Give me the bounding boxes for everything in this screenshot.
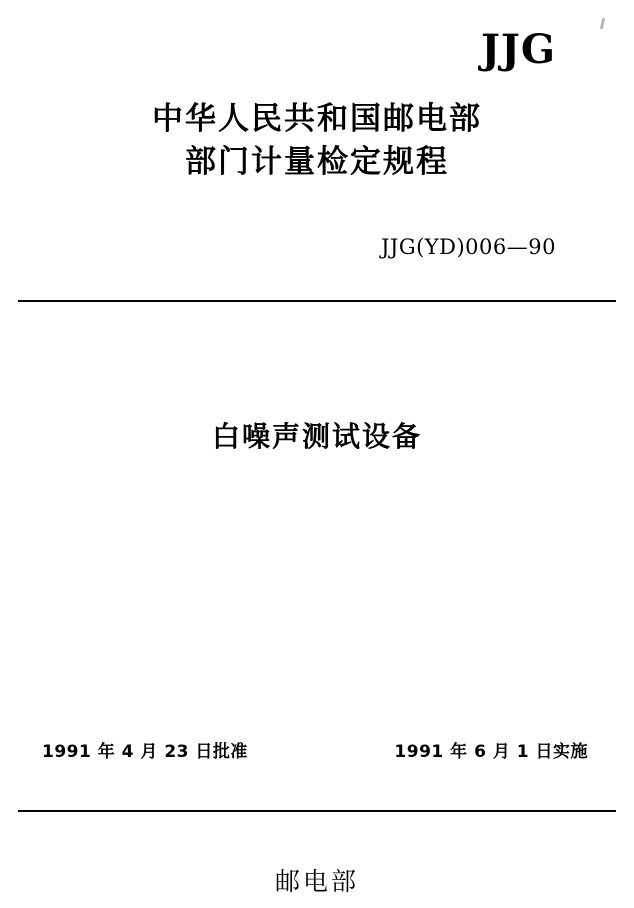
- jjg-mark: JJG: [480, 26, 556, 73]
- divider-bottom: [18, 810, 616, 812]
- issuer-line-2: 部门计量检定规程: [185, 143, 449, 180]
- standard-code: JJG(YD)006—90: [380, 235, 556, 259]
- page-title: 白噪声测试设备: [211, 420, 422, 453]
- publisher-name: 邮电部: [274, 867, 359, 896]
- issuer-line-1: 中华人民共和国邮电部: [152, 101, 482, 137]
- scan-artifact-speck: [600, 18, 605, 29]
- divider-top: [18, 300, 616, 302]
- approval-date: 1991 年 4 月 23 日批准: [42, 742, 248, 762]
- issuer-heading: [0, 98, 634, 184]
- dates-row: [18, 737, 616, 762]
- effective-date: 1991 年 6 月 1 日实施: [394, 742, 588, 762]
